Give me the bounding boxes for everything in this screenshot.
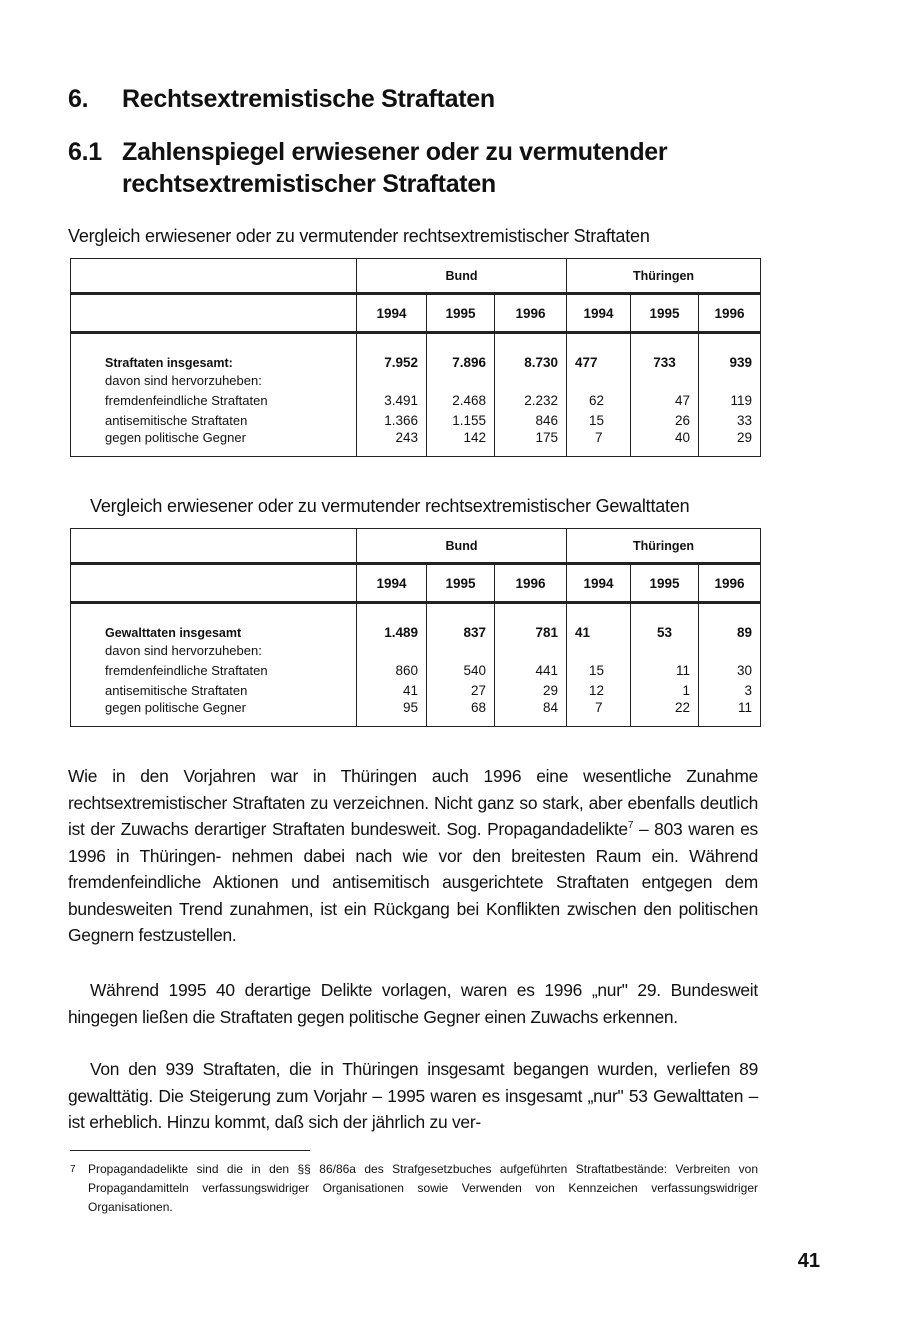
table-cell: 175 — [495, 430, 567, 457]
table-cell: 733 — [631, 333, 699, 371]
table-cell: 12 — [567, 680, 631, 700]
table-cell: 33 — [699, 410, 761, 430]
table-gewalttaten — [70, 528, 761, 727]
table-cell: 477 — [567, 333, 631, 371]
table-cell: 29 — [495, 680, 567, 700]
table-cell: 15 — [567, 410, 631, 430]
table-cell: 7 — [567, 700, 631, 727]
table-cell: 41 — [567, 603, 631, 641]
row-label: antisemitische Straftaten — [71, 680, 357, 700]
paragraph-text: Wie in den Vorjahren war in Thüringen auch 1996 eine wesentliche Zunahme rechtsextremistischer Straftaten zu verzeichnen. Nicht ganz so stark, aber ebenfalls deutlich ist der Zuwachs derartiger Straftaten bundesweit. Sog. Propagandadelikte — [68, 766, 758, 839]
table-cell: 2.232 — [495, 390, 567, 410]
table-cell: 142 — [427, 430, 495, 457]
body-paragraph-2: Während 1995 40 derartige Delikte vorlagen, waren es 1996 „nur" 29. Bundesweit hingegen ließen die Straftaten gegen politische Gegner einen Zuwachs erkennen. — [68, 980, 758, 1027]
footnote-mark: 7 — [70, 1164, 76, 1175]
row-label: antisemitische Straftaten — [71, 410, 357, 430]
table-row-note — [71, 370, 761, 390]
table-cell: 30 — [699, 660, 761, 680]
table-cell: 22 — [631, 700, 699, 727]
table-cell: 860 — [357, 660, 427, 680]
table-row-total — [71, 603, 761, 641]
table-row — [71, 410, 761, 430]
page-number: 41 — [797, 1250, 820, 1272]
footnote-text: Propagandadelikte sind die in den §§ 86/86a des Strafgesetzbuches aufgeführten Straftatbestände: Verbreiten von Propagandamitteln verfassungswidriger Organisationen sowie Verwenden von Kennzeichen verfassungswidriger Organisationen. — [88, 1162, 758, 1214]
row-note: davon sind hervorzuheben: — [71, 640, 357, 660]
table-cell: 84 — [495, 700, 567, 727]
table-cell: 53 — [631, 603, 699, 641]
table-cell: 26 — [631, 410, 699, 430]
footnote-divider — [70, 1150, 310, 1151]
table-cell: 2.468 — [427, 390, 495, 410]
table-cell: 7 — [567, 430, 631, 457]
row-note: davon sind hervorzuheben: — [71, 370, 357, 390]
year-header: 1996 — [495, 564, 567, 603]
row-label: gegen politische Gegner — [71, 430, 357, 457]
row-label: Straftaten insgesamt: — [71, 333, 357, 371]
group-header-bund: Bund — [357, 529, 567, 564]
table-cell: 846 — [495, 410, 567, 430]
table-row — [71, 700, 761, 727]
table-cell: 7.896 — [427, 333, 495, 371]
table-cell: 47 — [631, 390, 699, 410]
body-paragraph-1 — [68, 763, 758, 949]
year-header: 1994 — [357, 564, 427, 603]
table2-caption: Vergleich erwiesener oder zu vermutender rechtsextremistischer Gewalttaten — [90, 496, 690, 516]
table-row — [71, 390, 761, 410]
table-header-empty — [71, 294, 357, 333]
table-cell: 29 — [699, 430, 761, 457]
year-header: 1994 — [357, 294, 427, 333]
body-paragraph-3: Von den 939 Straftaten, die in Thüringen insgesamt begangen wurden, verliefen 89 gewalttätig. Die Steigerung zum Vorjahr – 1995 waren es insgesamt „nur" 53 Gewalttaten – ist erheblich. Hinzu kommt, daß sich der jährlich zu ver- — [68, 1059, 758, 1132]
table-cell: 62 — [567, 390, 631, 410]
year-header: 1996 — [495, 294, 567, 333]
table-cell: 1.489 — [357, 603, 427, 641]
footnote — [70, 1160, 762, 1217]
section-heading — [68, 136, 667, 200]
table-cell: 781 — [495, 603, 567, 641]
table-cell: 3 — [699, 680, 761, 700]
table-cell: 3.491 — [357, 390, 427, 410]
table-header-empty — [71, 564, 357, 603]
paragraph-text: – 803 waren es 1996 in Thüringen- nehmen dabei nach wie vor den breitesten Raum ein. Während fremdenfeindliche Aktionen und antisemitisch ausgerichtete Straftaten entgegen dem bundesweiten Trend zunahmen, ist ein Rückgang bei Konflikten zwischen den politischen Gegnern festzustellen. — [68, 819, 759, 945]
table-row — [71, 660, 761, 680]
group-header-bund: Bund — [357, 259, 567, 294]
table-straftaten — [70, 258, 761, 457]
table-cell: 540 — [427, 660, 495, 680]
table-cell: 119 — [699, 390, 761, 410]
table-row — [71, 430, 761, 457]
group-header-thueringen: Thüringen — [567, 529, 761, 564]
table-cell: 27 — [427, 680, 495, 700]
year-header: 1995 — [631, 564, 699, 603]
table-row-total — [71, 333, 761, 371]
year-header: 1995 — [427, 294, 495, 333]
table-cell: 939 — [699, 333, 761, 371]
table-cell: 15 — [567, 660, 631, 680]
table-cell: 11 — [631, 660, 699, 680]
table-cell: 11 — [699, 700, 761, 727]
table-cell: 68 — [427, 700, 495, 727]
table-cell: 1 — [631, 680, 699, 700]
section-title-line1: Zahlenspiegel erwiesener oder zu vermutender — [122, 138, 668, 166]
year-header: 1996 — [699, 564, 761, 603]
chapter-heading — [68, 85, 495, 114]
row-label: fremdenfeindliche Straftaten — [71, 390, 357, 410]
table1-caption: Vergleich erwiesener oder zu vermutender rechtsextremistischer Straftaten — [68, 226, 650, 246]
table-cell: 95 — [357, 700, 427, 727]
group-header-thueringen: Thüringen — [567, 259, 761, 294]
row-label: fremdenfeindliche Straftaten — [71, 660, 357, 680]
table-cell: 441 — [495, 660, 567, 680]
chapter-title: Rechtsextremistische Straftaten — [122, 85, 495, 113]
table-cell: 1.366 — [357, 410, 427, 430]
table-row-note — [71, 640, 761, 660]
year-header: 1995 — [631, 294, 699, 333]
table-cell: 8.730 — [495, 333, 567, 371]
table-cell: 243 — [357, 430, 427, 457]
section-number: 6.1 — [68, 138, 102, 166]
year-header: 1994 — [567, 294, 631, 333]
year-header: 1995 — [427, 564, 495, 603]
row-label: gegen politische Gegner — [71, 700, 357, 727]
year-header: 1996 — [699, 294, 761, 333]
chapter-number: 6. — [68, 85, 89, 113]
table-cell: 40 — [631, 430, 699, 457]
table-header-empty — [71, 259, 357, 294]
footnote-reference[interactable]: 7 — [627, 820, 634, 832]
table-cell: 7.952 — [357, 333, 427, 371]
table-cell: 89 — [699, 603, 761, 641]
table-cell: 41 — [357, 680, 427, 700]
table-cell: 837 — [427, 603, 495, 641]
section-title-line2: rechtsextremistischer Straftaten — [122, 170, 496, 198]
table-cell: 1.155 — [427, 410, 495, 430]
row-label: Gewalttaten insgesamt — [71, 603, 357, 641]
table-row — [71, 680, 761, 700]
year-header: 1994 — [567, 564, 631, 603]
table-header-empty — [71, 529, 357, 564]
